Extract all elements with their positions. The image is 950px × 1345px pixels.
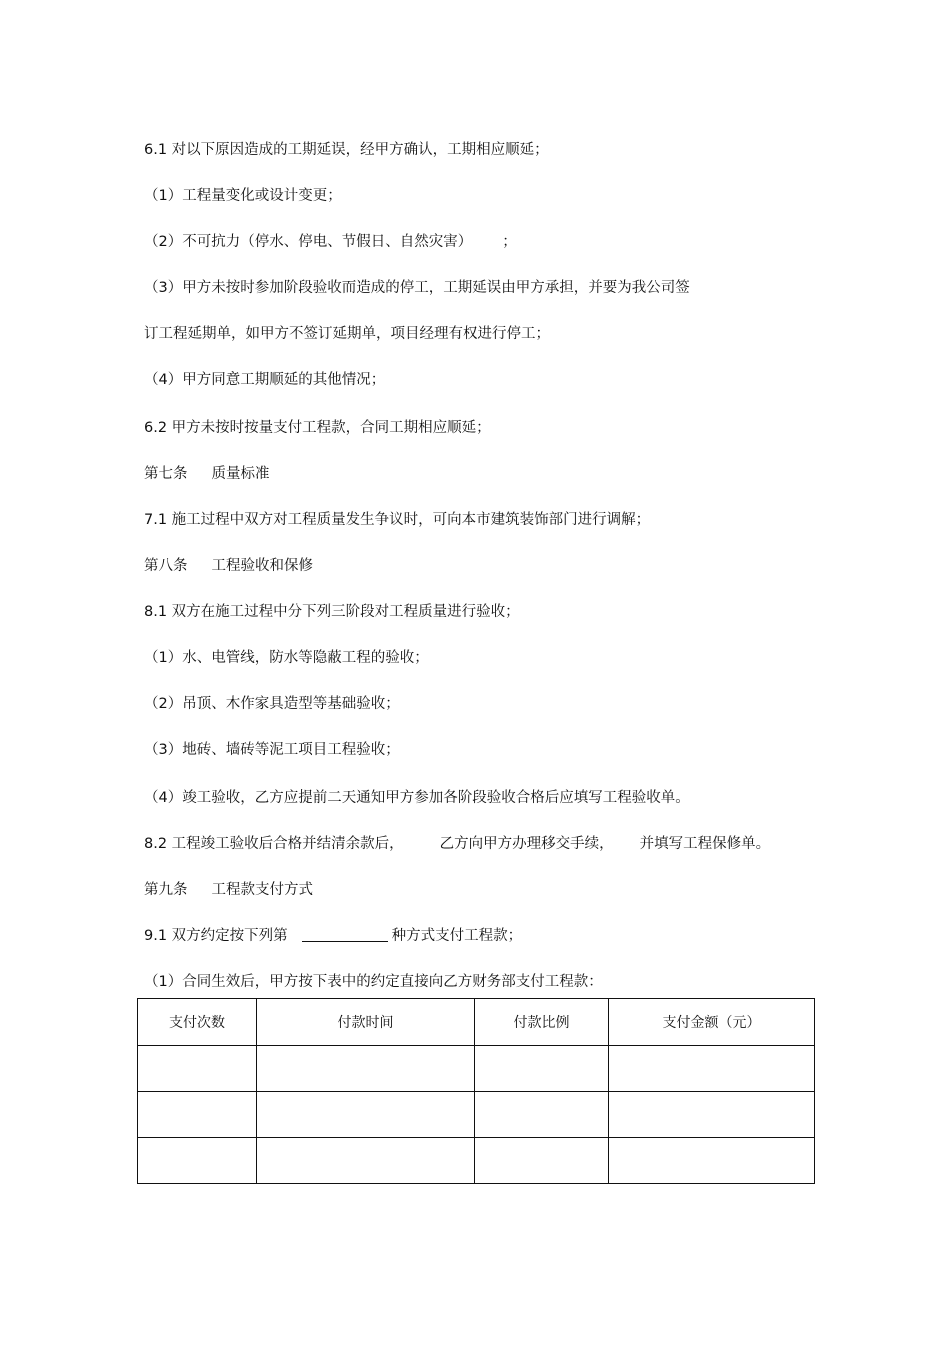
article-7-number: 第七条 [144,466,188,482]
header-payment-amount: 支付金额（元） [609,999,815,1046]
clause-8-1-item-2: （2）吊顶、木作家具造型等基础验收； [144,696,400,712]
clause-9-1-prefix: 9.1 双方约定按下列第 [144,928,288,944]
article-9-heading [144,880,313,900]
clause-9-1-item-1: （1）合同生效后，甲方按下表中的约定直接向乙方财务部支付工程款： [144,974,603,990]
table-row [138,1046,815,1092]
clause-8-2-part-1: 8.2 工程竣工验收后合格并结清余款后， [144,836,404,852]
header-payment-time: 付款时间 [257,999,475,1046]
clause-6-1-item-1: （1）工程量变化或设计变更； [144,188,342,204]
article-9-title: 工程款支付方式 [211,882,313,898]
clause-8-2-part-2: 乙方向甲方办理移交手续， [439,836,614,852]
clause-7-1: 7.1 施工过程中双方对工程质量发生争议时，可向本市建筑装饰部门进行调解； [144,512,651,528]
clause-6-1-item-2 [144,232,517,252]
table-cell[interactable] [475,1138,609,1184]
article-7-title: 质量标准 [211,466,270,482]
article-7-heading [144,464,270,484]
clause-9-1-suffix: 种方式支付工程款； [391,928,523,944]
table-row [138,1092,815,1138]
table-row [138,1138,815,1184]
table-cell[interactable] [257,1046,475,1092]
clause-8-2 [144,834,770,854]
table-cell[interactable] [138,1092,257,1138]
table-cell[interactable] [609,1046,815,1092]
clause-8-2-part-3: 并填写工程保修单。 [639,836,771,852]
article-8-title: 工程验收和保修 [211,558,313,574]
table-header-row [138,999,815,1046]
article-9-number: 第九条 [144,882,188,898]
clause-6-2: 6.2 甲方未按时按量支付工程款，合同工期相应顺延； [144,420,491,436]
clause-8-1: 8.1 双方在施工过程中分下列三阶段对工程质量进行验收； [144,604,520,620]
payment-method-blank[interactable] [302,927,388,942]
clause-6-1-item-3: （3）甲方未按时参加阶段验收而造成的停工，工期延误由甲方承担，并要为我公司签 [144,280,690,296]
clause-6-1-item-2-text: （2）不可抗力（停水、停电、节假日、自然灾害） [144,234,473,250]
clause-8-1-item-1: （1）水、电管线，防水等隐蔽工程的验收； [144,650,429,666]
table-cell[interactable] [257,1092,475,1138]
clause-6-1-item-4: （4）甲方同意工期顺延的其他情况； [144,372,386,388]
clause-8-1-item-3: （3）地砖、墙砖等泥工项目工程验收； [144,742,400,758]
table-cell[interactable] [475,1046,609,1092]
table-cell[interactable] [138,1138,257,1184]
table-cell[interactable] [609,1092,815,1138]
clause-8-1-item-4: （4）竣工验收，乙方应提前二天通知甲方参加各阶段验收合格后应填写工程验收单。 [144,790,690,806]
table-cell[interactable] [138,1046,257,1092]
article-8-number: 第八条 [144,558,188,574]
payment-schedule-table [137,998,815,1184]
table-cell[interactable] [475,1092,609,1138]
header-payment-ratio: 付款比例 [475,999,609,1046]
clause-9-1 [144,926,522,946]
table-cell[interactable] [257,1138,475,1184]
clause-6-1-item-3-cont: 订工程延期单，如甲方不签订延期单，项目经理有权进行停工； [144,326,550,342]
header-payment-count: 支付次数 [138,999,257,1046]
clause-6-1-item-2-suffix: ； [502,234,517,250]
table-cell[interactable] [609,1138,815,1184]
clause-6-1: 6.1 对以下原因造成的工期延误，经甲方确认，工期相应顺延； [144,142,549,158]
article-8-heading [144,556,313,576]
